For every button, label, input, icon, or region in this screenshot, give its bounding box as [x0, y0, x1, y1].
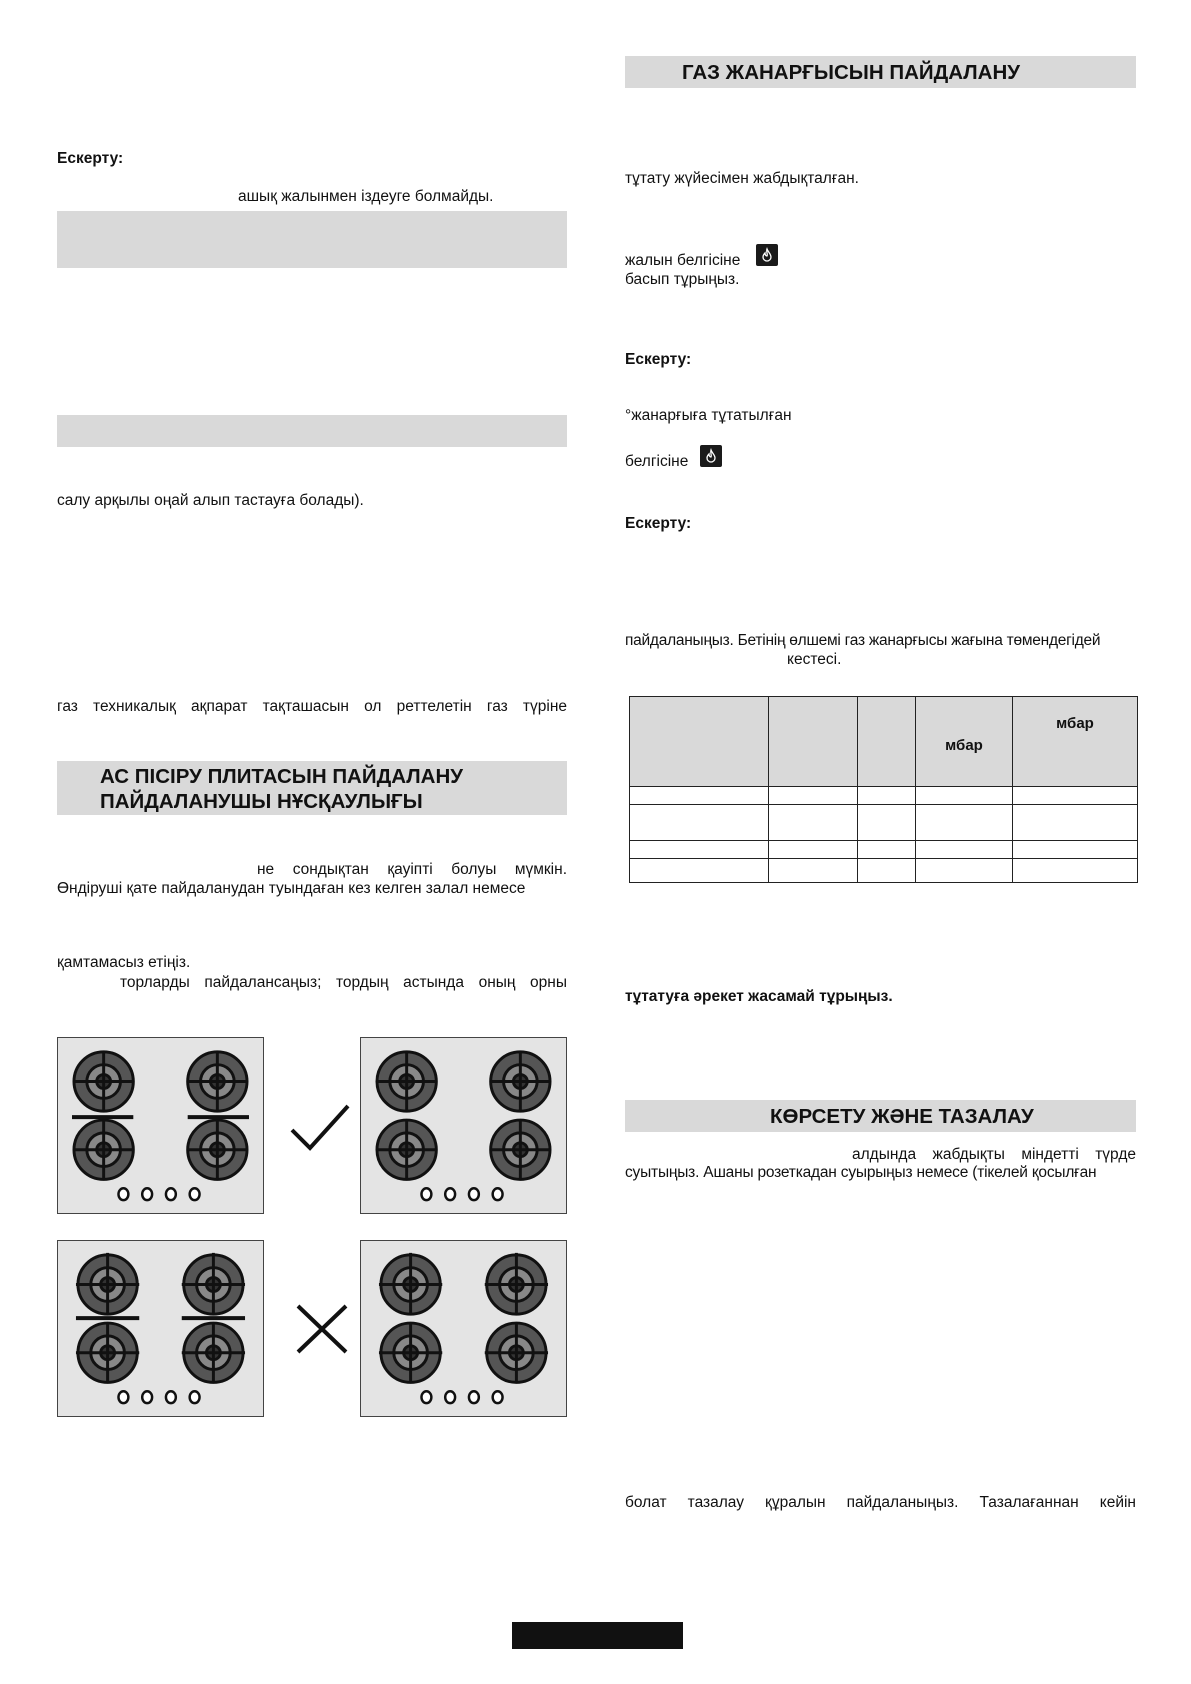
table-cell [630, 841, 769, 859]
section-title-gas: ГАЗ ЖАНАРҒЫСЫН ПАЙДАЛАНУ [682, 61, 1021, 84]
paragraph-ignition: тұтату жүйесімен жабдықталған. [625, 170, 859, 187]
gray-band-2 [57, 415, 567, 447]
table-cell [1013, 859, 1138, 883]
gray-band-1 [57, 211, 567, 268]
table-header-mbar-2: мбар [1013, 697, 1138, 787]
paragraph-flame-symbol: жалын белгісіне [625, 252, 741, 269]
flame-icon [700, 445, 722, 467]
table-header-mbar-1: мбар [916, 697, 1013, 787]
table-cell [916, 859, 1013, 883]
gas-burner-table [629, 696, 1138, 883]
cross-icon [290, 1302, 354, 1356]
paragraph-steel: болат тазалау құралын пайдаланыңыз. Тазалағаннан кейін [625, 1494, 1136, 1511]
paragraph-danger: не сондықтан қауіпті болуы мүмкін. [257, 861, 567, 878]
paragraph-ignited: °жанарғыға тұтатылған [625, 407, 792, 424]
table-cell [916, 841, 1013, 859]
section-title-line1: АС ПІСІРУ ПЛИТАСЫН ПАЙДАЛАНУ [100, 765, 464, 788]
paragraph-press: басып тұрыңыз. [625, 271, 740, 288]
table-header-cell [858, 697, 916, 787]
table-cell [769, 841, 858, 859]
table-cell [769, 859, 858, 883]
paragraph-table: кестесі. [787, 651, 842, 668]
table-cell [769, 787, 858, 805]
paragraph-torlar: торларды пайдалансаңыз; тордың астында оның орны [120, 974, 567, 991]
table-row [630, 787, 1138, 805]
table-header-cell [630, 697, 769, 787]
table-cell [916, 805, 1013, 841]
paragraph-manufacturer: Өндіруші қате пайдаланудан туындаған кез келген залал немесе [57, 880, 526, 897]
table-header-cell [769, 697, 858, 787]
paragraph-cool: суытыңыз. Ашаны розеткадан суырыңыз немесе (тікелей қосылған [625, 1164, 1097, 1181]
hob-correct-2 [360, 1037, 567, 1214]
check-icon [288, 1100, 352, 1154]
table-cell [858, 805, 916, 841]
table-cell [858, 787, 916, 805]
hob-wrong-2 [360, 1240, 567, 1417]
table-cell [858, 859, 916, 883]
table-cell [1013, 805, 1138, 841]
warning-text: ашық жалынмен іздеуге болмайды. [238, 188, 494, 205]
paragraph-kamtamasyz: қамтамасыз етіңіз. [57, 954, 191, 971]
hob-correct-1 [57, 1037, 264, 1214]
paragraph-gas: газ техникалық ақпарат тақташасын ол реттелетін газ түріне [57, 698, 567, 715]
warning-label-2: Ескерту: [625, 351, 692, 368]
paragraph-salu: салу арқылы оңай алып тастауға болады). [57, 492, 364, 509]
table-row [630, 859, 1138, 883]
table-row [630, 805, 1138, 841]
section-title-line2: ПАЙДАЛАНУШЫ НҰСҚАУЛЫҒЫ [100, 790, 423, 813]
page-number-bar [512, 1622, 683, 1649]
table-row [630, 841, 1138, 859]
hob-wrong-1 [57, 1240, 264, 1417]
section-title-clean: КӨРСЕТУ ЖӘНЕ ТАЗАЛАУ [770, 1105, 1034, 1128]
table-cell [1013, 787, 1138, 805]
table-cell [1013, 841, 1138, 859]
table-cell [769, 805, 858, 841]
table-cell [630, 805, 769, 841]
flame-icon [756, 244, 778, 266]
paragraph-no-ignite: тұтатуға әрекет жасамай тұрыңыз. [625, 988, 893, 1005]
warning-label: Ескерту: [57, 150, 124, 167]
warning-label-3: Ескерту: [625, 515, 692, 532]
table-cell [858, 841, 916, 859]
paragraph-symbol2: белгісіне [625, 453, 689, 470]
table-cell [916, 787, 1013, 805]
table-header-row [630, 697, 1138, 787]
paragraph-use-size: пайдаланыңыз. Бетінің өлшемі газ жанарғысы жағына төмендегідей [625, 632, 1101, 649]
paragraph-before: алдында жабдықты міндетті түрде [852, 1146, 1136, 1163]
table-cell [630, 787, 769, 805]
table-cell [630, 859, 769, 883]
